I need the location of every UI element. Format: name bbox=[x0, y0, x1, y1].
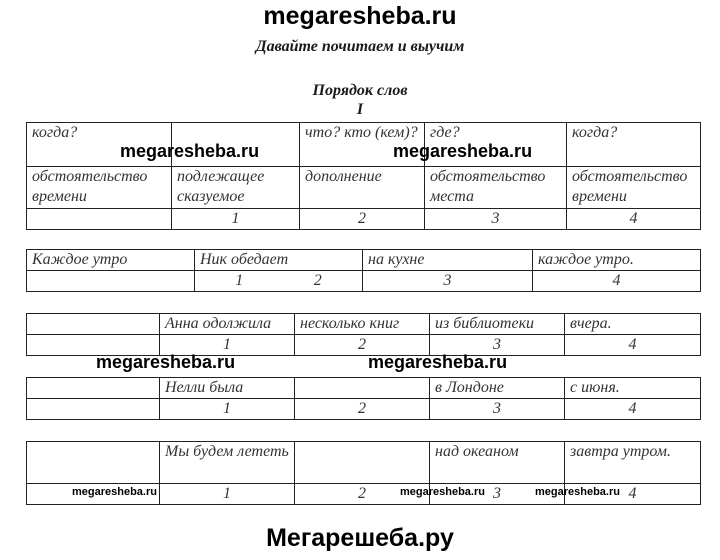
table-cell: 2 bbox=[295, 335, 430, 356]
table-cell bbox=[27, 442, 160, 484]
table-cell: 4 bbox=[533, 271, 701, 292]
watermark-small: megaresheba.ru bbox=[72, 486, 157, 498]
table-row bbox=[27, 250, 701, 271]
table-cell: дополнение bbox=[300, 167, 425, 209]
table-cell: с июня. bbox=[565, 378, 701, 399]
table-cell: 1 bbox=[160, 484, 295, 505]
table-cell bbox=[27, 314, 160, 335]
table-cell: вчера. bbox=[565, 314, 701, 335]
table-cell: 1 bbox=[160, 399, 295, 420]
table-cell: обстоятельство времени bbox=[27, 167, 172, 209]
table-cell: 4 bbox=[565, 484, 701, 505]
table-cell: обстоятельство места bbox=[425, 167, 567, 209]
word-order-table-1 bbox=[26, 122, 701, 230]
watermark-small: megaresheba.ru bbox=[535, 486, 620, 498]
word-order-table-2 bbox=[26, 249, 701, 292]
word-order-table-3 bbox=[26, 313, 701, 356]
table-row bbox=[27, 399, 701, 420]
table-row bbox=[27, 167, 701, 209]
table-cell: Нелли была bbox=[160, 378, 295, 399]
watermark-small: megaresheba.ru bbox=[400, 486, 485, 498]
table-cell: каждое утро. bbox=[533, 250, 701, 271]
watermark-overlay: megaresheba.ru bbox=[393, 141, 533, 161]
table-cell: что? кто (кем)? bbox=[300, 123, 425, 167]
watermark-overlay: megaresheba.ru bbox=[96, 352, 236, 372]
table-cell: 2 bbox=[295, 484, 430, 505]
table-row bbox=[27, 314, 701, 335]
table-cell bbox=[27, 271, 195, 292]
table-cell: 2 bbox=[295, 399, 430, 420]
table-cell: Каждое утро bbox=[27, 250, 195, 271]
table-cell: 4 bbox=[567, 209, 701, 230]
table-cell: в Лондоне bbox=[430, 378, 565, 399]
table-cell: завтра утром. bbox=[565, 442, 701, 484]
table-row bbox=[27, 442, 701, 484]
table-cell: 1 bbox=[172, 209, 300, 230]
table-cell: 3 bbox=[430, 399, 565, 420]
table-cell: когда? bbox=[567, 123, 701, 167]
table-cell: 3 bbox=[425, 209, 567, 230]
table-cell: 3 bbox=[430, 335, 565, 356]
watermark-overlay: megaresheba.ru bbox=[368, 352, 508, 372]
table-cell: из библиотеки bbox=[430, 314, 565, 335]
section-subtitle: Давайте почитаем и выучим bbox=[255, 38, 465, 55]
table-cell bbox=[27, 399, 160, 420]
table-cell: над океаном bbox=[430, 442, 565, 484]
table-cell: обстоятельство времени bbox=[567, 167, 701, 209]
table-cell bbox=[195, 271, 363, 292]
section-title: Порядок слов bbox=[312, 82, 408, 99]
table-cell: подлежащее сказуемое bbox=[172, 167, 300, 209]
table-cell bbox=[295, 378, 430, 399]
table-row bbox=[27, 271, 701, 292]
table-cell: 1 bbox=[160, 335, 295, 356]
watermark-overlay: megaresheba.ru bbox=[120, 141, 260, 161]
table-cell: 3 bbox=[363, 271, 533, 292]
table-cell: несколько книг bbox=[295, 314, 430, 335]
table-row bbox=[27, 209, 701, 230]
table-cell: 3 bbox=[430, 484, 565, 505]
table-cell: Анна одолжила bbox=[160, 314, 295, 335]
table-cell: когда? bbox=[27, 123, 172, 167]
word-order-table-4 bbox=[26, 377, 701, 420]
watermark-bottom: Мегарешеба.ру bbox=[266, 524, 454, 552]
table-cell: 2 bbox=[300, 209, 425, 230]
table-row bbox=[27, 378, 701, 399]
section-roman-numeral: I bbox=[356, 101, 364, 118]
table-number: 1 bbox=[235, 272, 244, 289]
table-number: 2 bbox=[313, 272, 322, 289]
table-cell bbox=[27, 209, 172, 230]
table-cell: 4 bbox=[565, 335, 701, 356]
table-cell: где? bbox=[425, 123, 567, 167]
watermark-top: megaresheba.ru bbox=[263, 2, 457, 30]
table-cell: Мы будем лететь bbox=[160, 442, 295, 484]
table-cell: на кухне bbox=[363, 250, 533, 271]
table-cell bbox=[295, 442, 430, 484]
table-cell: Ник обедает bbox=[195, 250, 363, 271]
table-cell: 4 bbox=[565, 399, 701, 420]
table-cell bbox=[27, 378, 160, 399]
